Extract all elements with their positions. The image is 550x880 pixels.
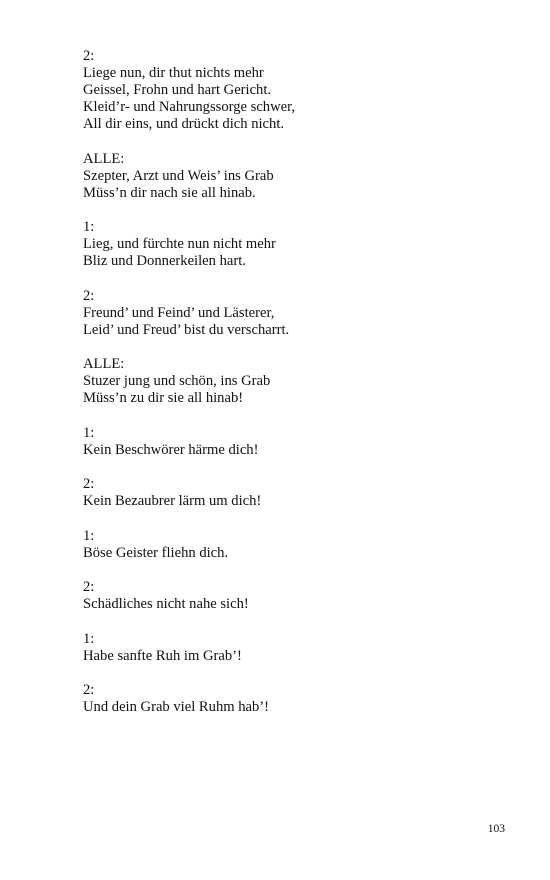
- verse-line: Kleid’r- und Nahrungssorge schwer,: [83, 99, 296, 115]
- speaker-label: ALLE:: [83, 150, 125, 167]
- verse-line: Freund’ und Feind’ und Lästerer,: [83, 304, 275, 321]
- speaker-label: 2:: [83, 287, 95, 304]
- poem-text: [83, 48, 483, 734]
- stanza: [83, 682, 483, 716]
- speaker-label: 2:: [83, 579, 95, 595]
- stanza: [83, 219, 483, 270]
- verse-line: Schädliches nicht nahe sich!: [83, 596, 249, 612]
- stanza: [83, 476, 483, 510]
- verse-line: Liege nun, dir thut nichts mehr: [83, 65, 264, 81]
- stanza: [83, 151, 483, 202]
- verse-line: Böse Geister fliehn dich.: [83, 544, 229, 561]
- page-number: 103: [487, 823, 505, 835]
- stanza: [83, 425, 483, 459]
- verse-line: Lieg, und fürchte nun nicht mehr: [83, 236, 276, 252]
- stanza: [83, 356, 483, 407]
- verse-line: Kein Beschwörer härme dich!: [83, 441, 259, 458]
- verse-line: Geissel, Frohn und hart Gericht.: [83, 82, 272, 98]
- stanza: [83, 579, 483, 613]
- speaker-label: 1:: [83, 630, 95, 647]
- verse-line: Habe sanfte Ruh im Grab’!: [83, 647, 242, 664]
- verse-line: Stuzer jung und schön, ins Grab: [83, 373, 271, 389]
- verse-line: Bliz und Donnerkeilen hart.: [83, 253, 246, 269]
- stanza: [83, 631, 483, 665]
- speaker-label: 1:: [83, 424, 95, 441]
- verse-line: Müss’n dir nach sie all hinab.: [83, 184, 256, 201]
- speaker-label: 2:: [83, 682, 95, 698]
- verse-line: Kein Bezaubrer lärm um dich!: [83, 493, 262, 509]
- verse-line: All dir eins, und drückt dich nicht.: [83, 116, 285, 132]
- stanza: [83, 288, 483, 339]
- verse-line: Leid’ und Freud’ bist du verscharrt.: [83, 321, 290, 338]
- verse-line: Und dein Grab viel Ruhm hab’!: [83, 699, 270, 715]
- speaker-label: 2:: [83, 48, 95, 64]
- speaker-label: ALLE:: [83, 356, 125, 372]
- stanza: [83, 48, 483, 133]
- speaker-label: 1:: [83, 527, 95, 544]
- stanza: [83, 528, 483, 562]
- verse-line: Müss’n zu dir sie all hinab!: [83, 390, 244, 406]
- speaker-label: 2:: [83, 476, 95, 492]
- speaker-label: 1:: [83, 219, 95, 235]
- verse-line: Szepter, Arzt und Weis’ ins Grab: [83, 167, 274, 184]
